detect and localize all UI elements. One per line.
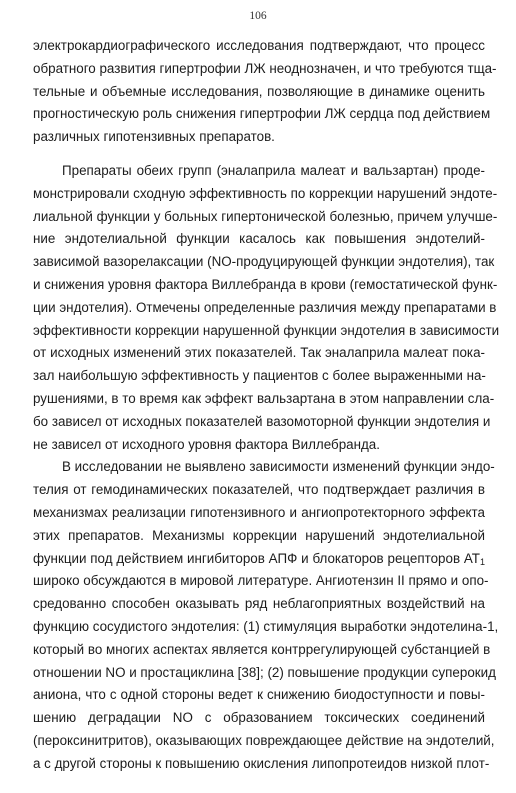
- subscript-at1: 1: [479, 556, 485, 567]
- text-line: шению деградации NO с образованием токсических соединений: [33, 710, 485, 726]
- paragraph-1: [33, 35, 497, 149]
- text-line: (пероксинитритов), оказывающих повреждающее действие на эндотелий,: [33, 732, 495, 748]
- text-line: который во многих аспектах является контррегулирующей субстанцией в: [33, 641, 491, 657]
- text-line: аниона, что с одной стороны ведет к снижению биодоступности и повы-: [33, 687, 485, 703]
- text-line: этих препаратов. Механизмы коррекции нарушений эндотелиальной: [33, 527, 485, 543]
- document-body: [33, 35, 500, 776]
- paragraph-gap: [33, 149, 485, 160]
- text-line: зал наибольшую эффективность у пациентов с более выраженными на-: [33, 368, 486, 384]
- text-line: эффективности коррекции нарушенной функции эндотелия в зависимости: [33, 322, 500, 338]
- text-line: не зависел от исходного уровня фактора Виллебранда.: [33, 436, 380, 452]
- line-text: функции под действием ингибиторов АПФ и блокаторов рецепторов АТ: [33, 550, 480, 566]
- text-line: от исходных изменений этих показателей. Так эналаприла малеат пока-: [33, 345, 485, 361]
- text-line: обратного развития гипертрофии ЛЖ неоднозначен, и что требуются тща-: [33, 60, 497, 76]
- text-line: Препараты обеих групп (эналаприла малеат и вальзартан) продe-: [62, 162, 485, 178]
- text-line-with-subscript: [33, 548, 485, 571]
- text-line: функцию сосудистого эндотелия: (1) стимуляция выработки эндотелина-1,: [33, 618, 499, 634]
- text-line: механизмах реализации гипотензивного и ангиопротекторного эффекта: [33, 504, 485, 520]
- text-line: электрокардиографического исследования подтверждают, что процесс: [33, 38, 485, 53]
- text-line: прогностическую роль снижения гипертрофии ЛЖ сердца под действием: [33, 106, 491, 122]
- text-line: бо зависел от исходных показателей вазомоторной функции эндотелия и: [33, 413, 491, 429]
- text-line: тельные и объемные исследования, позволяющие в динамике оценить: [33, 83, 485, 99]
- text-line: средованно способен оказывать ряд неблагоприятных воздействий на: [33, 596, 485, 612]
- text-line: монстрировали сходную эффективность по коррекции нарушений эндоте-: [33, 185, 498, 201]
- text-line: В исследовании не выявлено зависимости изменений функции эндо-: [62, 459, 495, 475]
- text-line: ние эндотелиальной функции касалось как повышения эндотелий-: [33, 231, 485, 247]
- text-line: ции эндотелия). Отмечены определенные различия между препаратами в: [33, 299, 497, 315]
- paragraph-2: [33, 160, 500, 456]
- text-line: рушениями, в то время как эффект вальзартана в этом направлении сла-: [33, 390, 495, 406]
- text-line: а с другой стороны к повышению окисления липопротеидов низкой плот-: [33, 755, 490, 771]
- text-line: и снижения уровня фактора Виллебранда в крови (гемостатической функ-: [33, 276, 498, 292]
- text-line: лиальной функции у больных гипертонической болезнью, причем улучше-: [33, 208, 498, 224]
- text-line: телия от гемодинамических показателей, что подтверждает различия в: [33, 482, 485, 498]
- paragraph-3: [33, 456, 499, 775]
- page-number: 106: [249, 10, 267, 22]
- text-line: отношении NO и простациклина [38]; (2) повышение продукции суперокид: [33, 664, 496, 680]
- text-line: зависимой вазорелаксации (NO-продуцирующей функции эндотелия), так: [33, 254, 495, 270]
- text-line: широко обсуждаются в мировой литературе. Ангиотензин II прямо и опо-: [33, 573, 489, 589]
- text-line: различных гипотензивных препаратов.: [33, 129, 275, 145]
